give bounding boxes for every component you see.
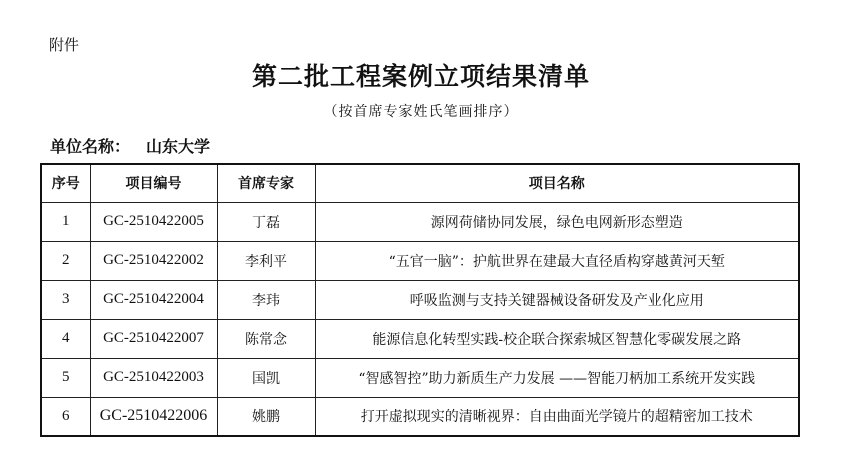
row-index: 4 xyxy=(41,319,90,358)
row-code: GC-2510422004 xyxy=(90,280,217,319)
row-code: GC-2510422002 xyxy=(90,241,217,280)
table-row xyxy=(41,319,799,358)
header-index: 序号 xyxy=(41,164,90,202)
row-project-name: 源网荷储协同发展，绿色电网新形态塑造 xyxy=(315,202,799,241)
header-expert: 首席专家 xyxy=(217,164,315,202)
unit-line xyxy=(50,134,210,157)
project-table xyxy=(40,163,800,437)
row-expert: 李玮 xyxy=(217,280,315,319)
row-code: GC-2510422006 xyxy=(90,397,217,436)
row-project-name: 打开虚拟现实的清晰视界：自由曲面光学镜片的超精密加工技术 xyxy=(315,397,799,436)
unit-label: 单位名称： xyxy=(50,137,131,156)
unit-value: 山东大学 xyxy=(146,137,211,156)
header-project-name: 项目名称 xyxy=(315,164,799,202)
row-project-name: “智感智控”助力新质生产力发展 ——智能刀柄加工系统开发实践 xyxy=(315,358,799,397)
row-project-name: 能源信息化转型实践-校企联合探索城区智慧化零碳发展之路 xyxy=(315,319,799,358)
header-code: 项目编号 xyxy=(90,164,217,202)
row-code: GC-2510422005 xyxy=(90,202,217,241)
attachment-label: 附件 xyxy=(49,36,80,54)
row-project-name: 呼吸监测与支持关键器械设备研发及产业化应用 xyxy=(315,280,799,319)
row-expert: 姚鹏 xyxy=(217,397,315,436)
table-row xyxy=(41,397,799,436)
row-index: 6 xyxy=(41,397,90,436)
document-title: 第二批工程案例立项结果清单 xyxy=(251,62,590,91)
row-expert: 陈常念 xyxy=(217,319,315,358)
row-code: GC-2510422007 xyxy=(90,319,217,358)
row-project-name: “五官一脑”：护航世界在建最大直径盾构穿越黄河天堑 xyxy=(315,241,799,280)
row-expert: 丁磊 xyxy=(217,202,315,241)
document-subtitle: （按首席专家姓氏笔画排序） xyxy=(323,104,519,120)
table-row xyxy=(41,202,799,241)
table-row xyxy=(41,280,799,319)
row-code: GC-2510422003 xyxy=(90,358,217,397)
row-index: 2 xyxy=(41,241,90,280)
row-index: 3 xyxy=(41,280,90,319)
table-header-row xyxy=(41,164,799,202)
table-row xyxy=(41,241,799,280)
row-index: 5 xyxy=(41,358,90,397)
row-index: 1 xyxy=(41,202,90,241)
row-expert: 国凯 xyxy=(217,358,315,397)
table-row xyxy=(41,358,799,397)
row-expert: 李利平 xyxy=(217,241,315,280)
